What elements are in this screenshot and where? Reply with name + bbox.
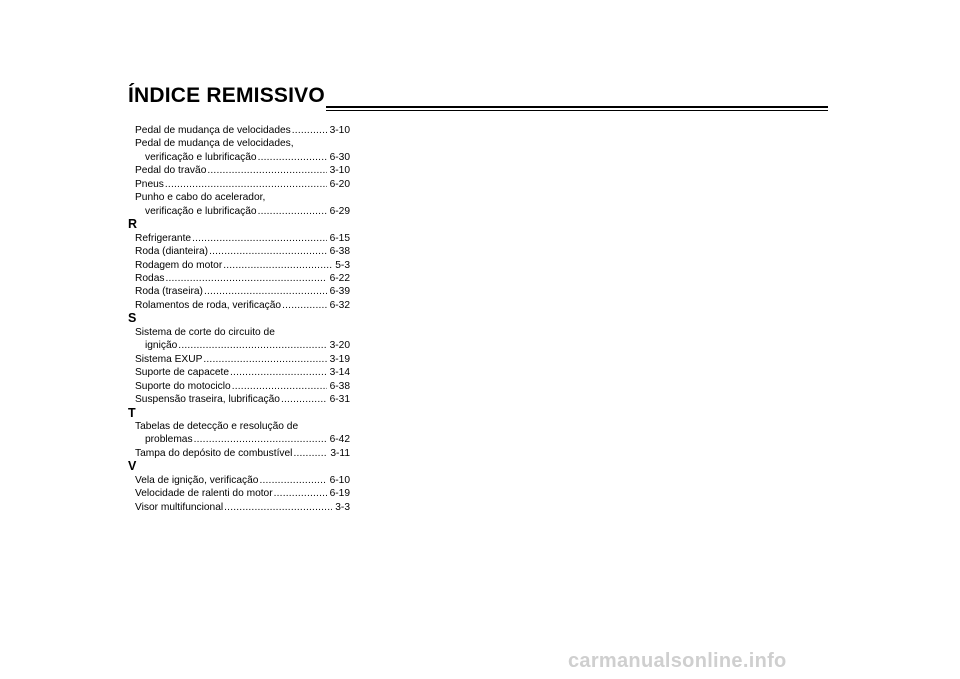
index-entry-term: Roda (dianteira) [135,246,209,258]
index-entry-term: verificação e lubrificação [145,151,257,163]
index-entry-line: Pedal de mudança de velocidades, [135,138,294,150]
index-entry [128,501,350,514]
index-section-letter: T [128,405,136,420]
index-entry-page: 6-39 [329,286,350,298]
index-entry-term: Refrigerante [135,232,192,244]
dot-leader [203,353,326,366]
index-entry [128,433,350,446]
dot-leader [230,366,327,379]
index-entry [128,339,350,352]
index-entry-term: Rodagem do motor [135,259,223,271]
index-entry [128,178,350,191]
index-entry-line: Sistema de corte do circuito de [135,326,275,338]
dot-leader [192,232,327,245]
index-entry-term: Roda (traseira) [135,286,203,298]
index-list [128,124,350,514]
index-entry-page: 6-22 [329,272,350,284]
index-entry-term: Velocidade de ralenti do motor [135,488,273,500]
index-entry [128,447,350,460]
dot-leader [178,339,326,352]
dot-leader [259,474,326,487]
index-section-letter: V [128,459,137,474]
index-entry [128,487,350,500]
index-entry-term: Rodas [135,272,165,284]
index-entry [128,299,350,312]
dot-leader [293,447,327,460]
index-entry [128,380,350,393]
index-entry-term: problemas [145,434,193,446]
index-entry-term: Suporte de capacete [135,367,230,379]
index-entry-page: 6-38 [329,246,350,258]
title-rule-thin [326,110,828,111]
index-entry [128,285,350,298]
index-entry-term: Pneus [135,178,164,190]
index-entry-page: 5-3 [335,259,350,271]
index-entry [128,272,350,285]
dot-leader [232,380,327,393]
index-entry-line: Punho e cabo do acelerador, [135,192,266,204]
index-entry-page: 3-20 [329,340,350,352]
index-entry [128,164,350,177]
index-entry-term: verificação e lubrificação [145,205,257,217]
index-entry [128,124,350,137]
index-entry-term: ignição [145,340,178,352]
watermark-text: carmanualsonline.info [568,650,787,672]
index-entry [128,232,350,245]
index-entry-page: 6-31 [329,394,350,406]
title-rule-thick [326,106,828,108]
dot-leader [207,164,326,177]
index-entry-page: 6-15 [329,232,350,244]
index-entry [128,259,350,272]
dot-leader [224,501,332,514]
index-entry [128,245,350,258]
dot-leader [204,285,327,298]
index-entry-term: Pedal de mudança de velocidades [135,125,291,136]
index-entry-page: 3-10 [329,125,350,136]
index-entry-page: 6-38 [329,380,350,392]
dot-leader [281,393,327,406]
index-entry-term: Sistema EXUP [135,353,203,365]
index-entry-line: Tabelas de detecção e resolução de [135,420,299,432]
index-entry-page: 3-10 [329,165,350,177]
index-entry-page: 6-10 [329,474,350,486]
index-entry-page: 3-14 [329,367,350,379]
index-entry-term: Rolamentos de roda, verificação [135,299,282,311]
index-entry-page: 6-29 [329,205,350,217]
index-entry-page: 3-11 [330,447,350,459]
dot-leader [274,487,327,500]
index-entry [128,366,350,379]
index-entry [128,353,350,366]
index-entry [128,474,350,487]
dot-leader [282,299,327,312]
dot-leader [258,205,327,218]
index-entry-page: 3-3 [335,501,350,513]
index-entry [128,151,350,164]
index-entry-term: Visor multifuncional [135,501,224,513]
dot-leader [223,259,332,272]
index-entry-page: 6-30 [329,151,350,163]
page-title: ÍNDICE REMISSIVO [128,84,325,107]
index-entry-term: Vela de ignição, verificação [135,474,259,486]
index-entry [128,393,350,406]
dot-leader [209,245,327,258]
dot-leader [165,178,327,191]
dot-leader [258,151,327,164]
index-entry-term: Pedal do travão [135,165,207,177]
index-entry-page: 6-32 [329,299,350,311]
index-entry-term: Suporte do motociclo [135,380,231,392]
index-entry-page: 6-19 [329,488,350,500]
index-entry [128,205,350,218]
index-section-letter: R [128,217,138,232]
dot-leader [165,272,326,285]
index-section-letter: S [128,311,137,326]
index-entry-term: Suspensão traseira, lubrificação [135,394,280,406]
index-entry-page: 6-42 [329,434,350,446]
index-entry-page: 3-19 [329,353,350,365]
index-entry-page: 6-20 [329,178,350,190]
dot-leader [292,124,327,137]
dot-leader [194,433,327,446]
index-entry-term: Tampa do depósito de combustível [135,447,293,459]
